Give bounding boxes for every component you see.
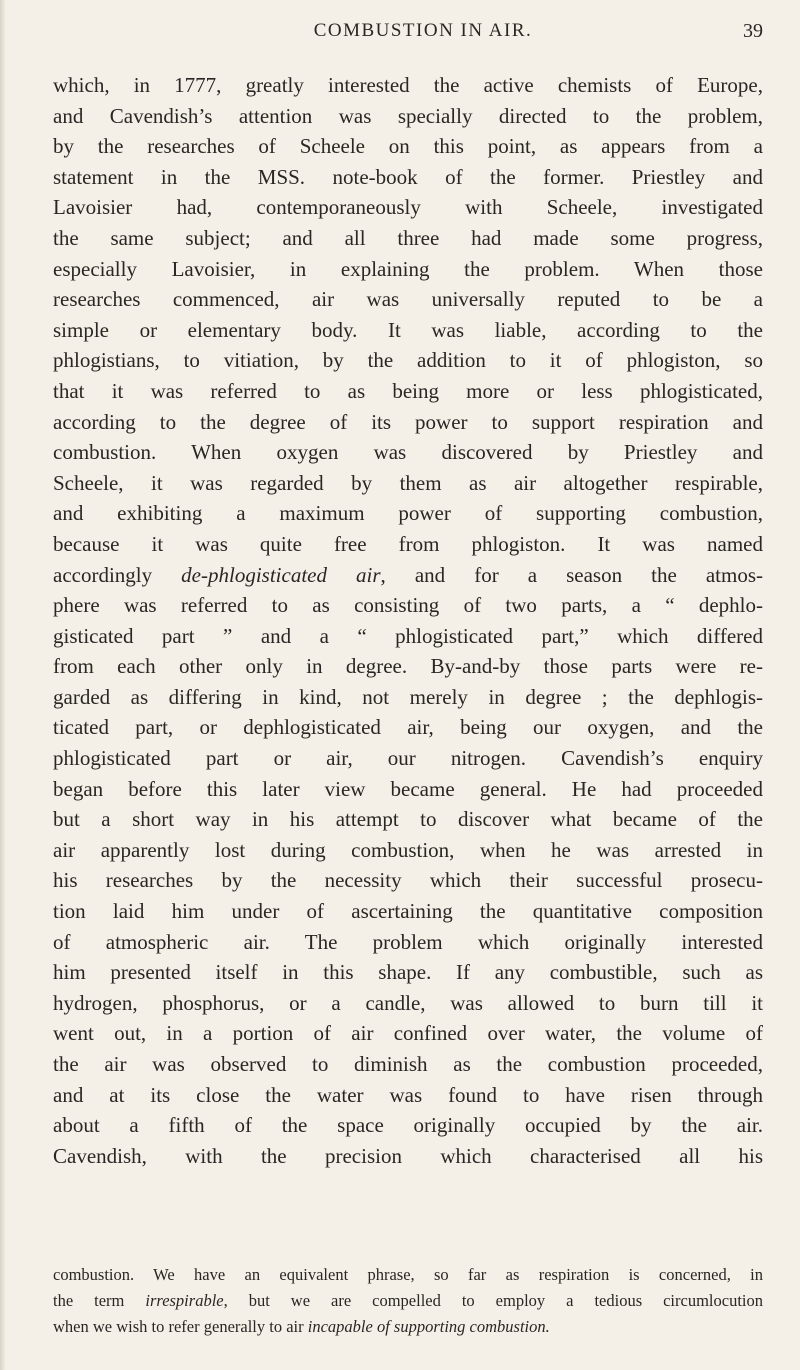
text-line: and Cavendish’s attention was specially directed to the problem,	[53, 103, 763, 128]
footnote	[53, 1262, 763, 1340]
text-line: by the researches of Scheele on this point, as appears from a	[53, 134, 763, 159]
text-line: statement in the MSS. note-book of the former. Priestley and	[53, 164, 763, 189]
text-line: researches commenced, air was universally reputed to be a	[53, 287, 763, 312]
text-line: simple or elementary body. It was liable, according to the	[53, 317, 763, 342]
page-edge-shadow	[0, 0, 6, 1370]
body-text	[53, 70, 763, 1171]
text-line: Cavendish, with the precision which characterised all his	[53, 1143, 763, 1168]
text-line: went out, in a portion of air confined over water, the volume of	[53, 1021, 763, 1046]
text-line: about a fifth of the space originally occupied by the air.	[53, 1113, 763, 1138]
text-line: accordingly de-phlogisticated air, and for a season the atmos-	[53, 562, 763, 587]
text-line: which, in 1777, greatly interested the active chemists of Europe,	[53, 73, 763, 97]
text-line: that it was referred to as being more or less phlogisticated,	[53, 378, 763, 403]
text-line: because it was quite free from phlogiston. It was named	[53, 531, 763, 556]
footnote-line: combustion. We have an equivalent phrase, so far as respiration is concerned, in	[53, 1265, 763, 1284]
text-line: but a short way in his attempt to discover what became of the	[53, 807, 763, 832]
text-line: phlogisticated part or air, our nitrogen. Cavendish’s enquiry	[53, 746, 763, 771]
text-line: hydrogen, phosphorus, or a candle, was allowed to burn till it	[53, 990, 763, 1015]
text-line: air apparently lost during combustion, when he was arrested in	[53, 837, 763, 862]
page-number: 39	[743, 20, 763, 42]
text-line: tion laid him under of ascertaining the quantitative composition	[53, 899, 763, 924]
text-line: his researches by the necessity which their successful prosecu-	[53, 868, 763, 893]
text-line: combustion. When oxygen was discovered by Priestley and	[53, 440, 763, 465]
text-line: ticated part, or dephlogisticated air, being our oxygen, and the	[53, 715, 763, 740]
text-line: the air was observed to diminish as the combustion proceeded,	[53, 1052, 763, 1076]
text-line: him presented itself in this shape. If any combustible, such as	[53, 960, 763, 985]
text-line: according to the degree of its power to support respiration and	[53, 409, 763, 434]
text-line: gisticated part ” and a “ phlogisticated part,” which differed	[53, 623, 763, 648]
text-line: garded as differing in kind, not merely in degree ; the dephlogis-	[53, 684, 763, 709]
text-line: phlogistians, to vitiation, by the addition to it of phlogiston, so	[53, 348, 763, 373]
running-header	[53, 20, 763, 50]
text-line: from each other only in degree. By-and-by those parts were re-	[53, 654, 763, 679]
footnote-line: the term irrespirable, but we are compelled to employ a tedious circumlocution	[53, 1291, 763, 1310]
text-line: phere was referred to as consisting of two parts, a “ dephlo-	[53, 593, 763, 618]
text-line: of atmospheric air. The problem which originally interested	[53, 929, 763, 954]
footnote-line: when we wish to refer generally to air incapable of supporting combustion.	[53, 1317, 550, 1336]
text-line: Lavoisier had, contemporaneously with Scheele, investigated	[53, 195, 763, 220]
running-title: COMBUSTION IN AIR.	[313, 20, 533, 41]
text-line: the same subject; and all three had made some progress,	[53, 225, 763, 250]
text-line: especially Lavoisier, in explaining the problem. When those	[53, 256, 763, 281]
text-line: and exhibiting a maximum power of supporting combustion,	[53, 501, 763, 526]
text-line: and at its close the water was found to have risen through	[53, 1082, 763, 1107]
text-line: began before this later view became general. He had proceeded	[53, 776, 763, 801]
text-line: Scheele, it was regarded by them as air altogether respirable,	[53, 470, 763, 495]
